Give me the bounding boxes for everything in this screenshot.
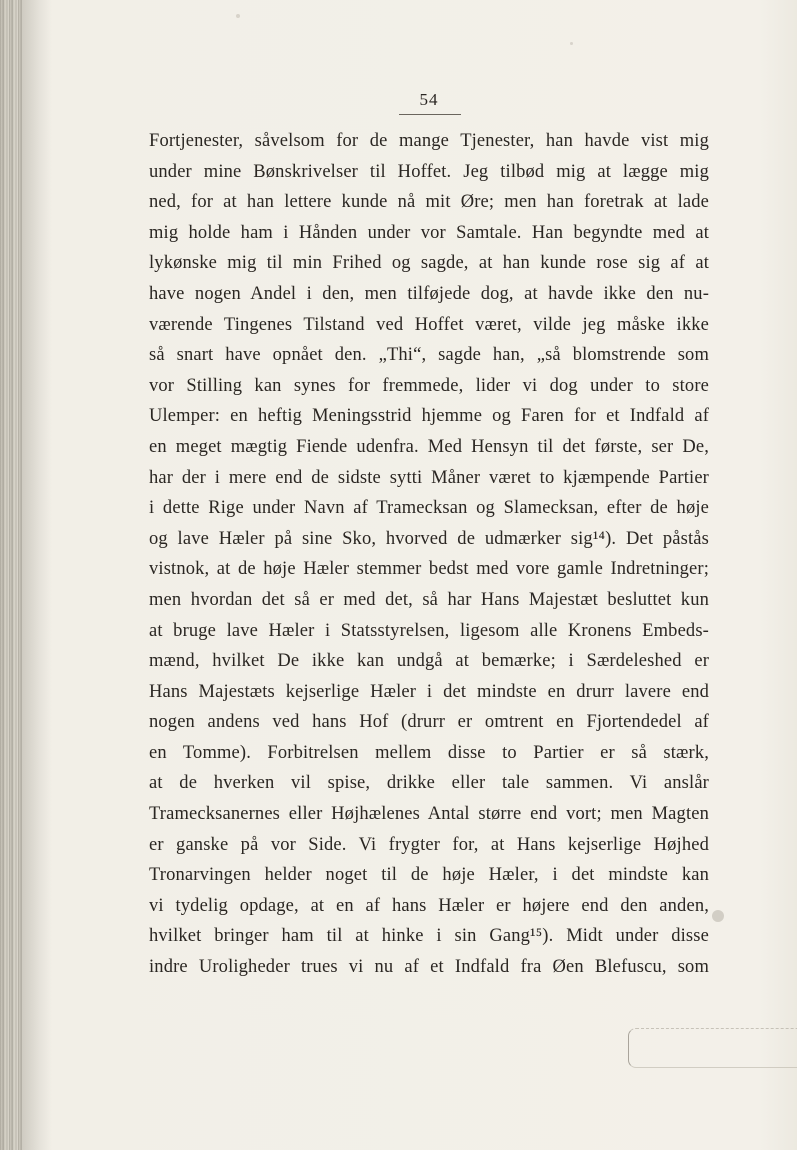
- text-line: at de hverken vil spise, drikke eller tale sammen. Vi anslår: [149, 773, 709, 794]
- paper-speck: [712, 910, 724, 922]
- page-number-rule: [399, 114, 461, 115]
- gutter-shadow: [22, 0, 52, 1150]
- text-line: i dette Rige under Navn af Tramecksan og Slamecksan, efter de høje: [149, 498, 709, 519]
- text-line: en meget mægtig Fiende udenfra. Med Hensyn til det første, ser De,: [149, 436, 709, 457]
- text-line: mænd, hvilket De ikke kan undgå at bemærke; i Særdeleshed er: [149, 651, 709, 672]
- text-line: Hans Majestæts kejserlige Hæler i det mindste en drurr lavere end: [149, 681, 709, 702]
- text-line: vi tydelig opdage, at en af hans Hæler er højere end den anden,: [149, 895, 709, 916]
- text-line: Tramecksanernes eller Højhælenes Antal større end vort; men Magten: [149, 804, 709, 825]
- text-line: værende Tingenes Tilstand ved Hoffet været, vilde jeg måske ikke: [149, 314, 709, 335]
- text-line: lykønske mig til min Frihed og sagde, at han kunde rose sig af at: [149, 253, 709, 274]
- library-stamp-outline: [628, 1028, 797, 1068]
- paper-speck: [570, 42, 573, 45]
- body-text: [149, 126, 709, 983]
- text-line: men hvordan det så er med det, så har Hans Majestæt besluttet kun: [149, 589, 709, 610]
- text-line: hvilket bringer ham til at hinke i sin Gang¹⁵). Midt under disse: [149, 926, 709, 947]
- text-line: er ganske på vor Side. Vi frygter for, at Hans kejserlige Højhed: [149, 834, 709, 855]
- text-line: indre Uroligheder trues vi nu af et Indfald fra Øen Blefuscu, som: [149, 957, 709, 978]
- text-line: Ulemper: en heftig Meningsstrid hjemme og Faren for et Indfald af: [149, 406, 709, 427]
- text-line: vor Stilling kan synes for fremmede, lider vi dog under to store: [149, 375, 709, 396]
- text-line: mig holde ham i Hånden under vor Samtale. Han begyndte med at: [149, 222, 709, 243]
- text-line: ned, for at han lettere kunde nå mit Øre; men han foretrak at lade: [149, 192, 709, 213]
- text-line: Fortjenester, såvelsom for de mange Tjenester, han havde vist mig: [149, 131, 709, 151]
- page-number: 54: [419, 90, 439, 109]
- paper-speck: [236, 14, 240, 18]
- text-line: så snart have opnået den. „Thi“, sagde han, „så blomstrende som: [149, 345, 709, 366]
- text-line: nogen andens ved hans Hof (drurr er omtrent en Fjortendedel af: [149, 712, 709, 733]
- text-line: have nogen Andel i den, men tilføjede dog, at havde ikke den nu-: [149, 283, 709, 304]
- text-line: Tronarvingen helder noget til de høje Hæler, i det mindste kan: [149, 865, 709, 886]
- text-line: under mine Bønskrivelser til Hoffet. Jeg tilbød mig at lægge mig: [149, 161, 709, 182]
- text-line: at bruge lave Hæler i Statsstyrelsen, ligesom alle Kronens Embeds-: [149, 620, 709, 641]
- text-line: en Tomme). Forbitrelsen mellem disse to Partier er så stærk,: [149, 742, 709, 763]
- text-line: har der i mere end de sidste sytti Måner været to kjæmpende Partier: [149, 467, 709, 488]
- book-binding: [0, 0, 22, 1150]
- text-line: vistnok, at de høje Hæler stemmer bedst med vore gamle Indretninger;: [149, 559, 709, 580]
- text-line: og lave Hæler på sine Sko, hvorved de udmærker sig¹⁴). Det påstås: [149, 528, 709, 549]
